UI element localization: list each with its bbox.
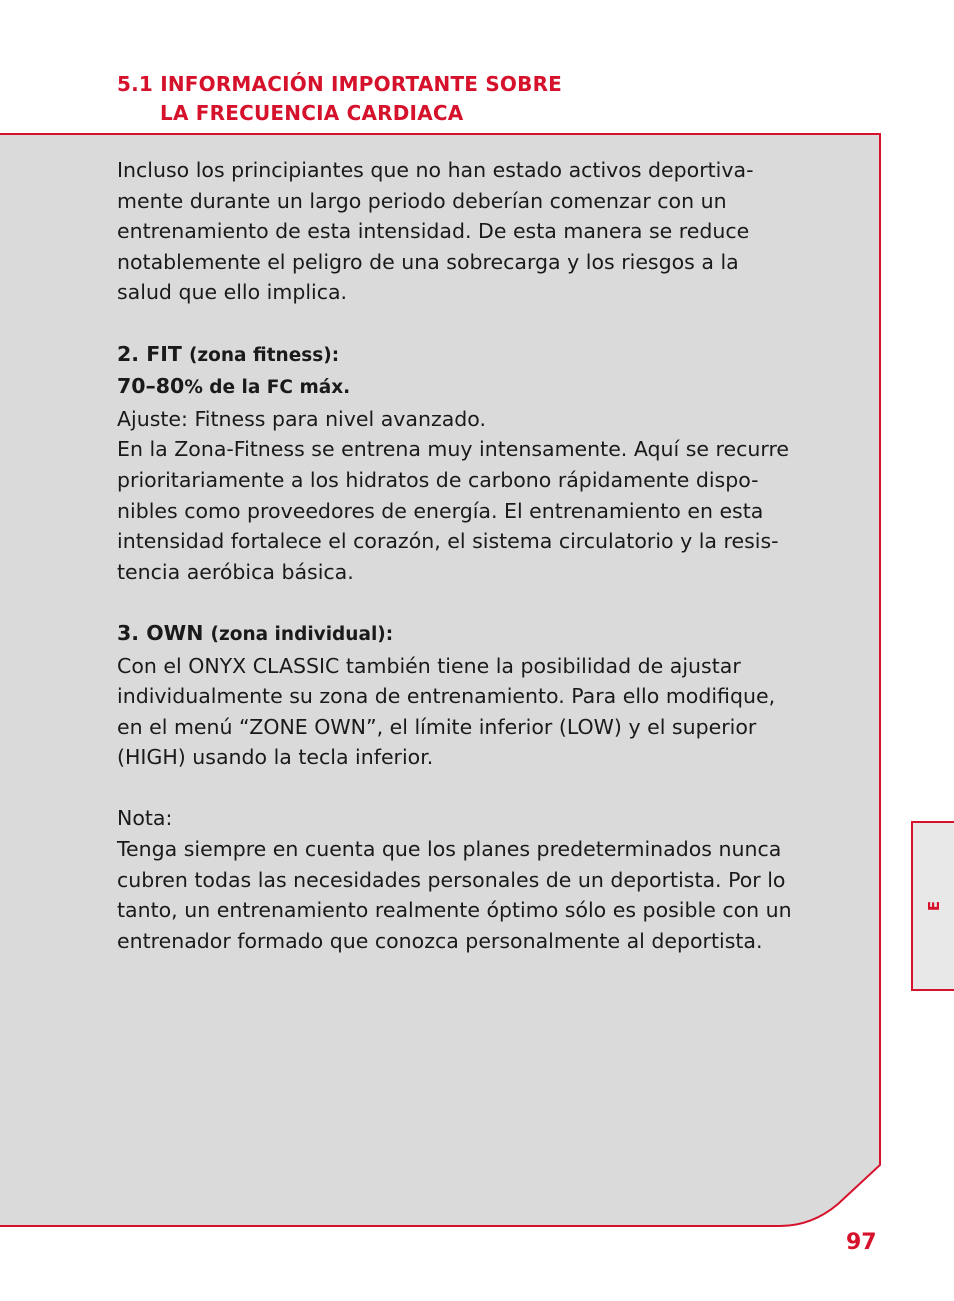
fit-range	[117, 371, 837, 404]
fit-setting: Ajuste: Fitness para nivel avanzado.	[117, 406, 486, 431]
own-title-sub: (zona individual):	[210, 623, 394, 645]
section-heading-line1: 5.1 INFORMACIÓN IMPORTANTE SOBRE	[117, 72, 563, 96]
paragraph-gap	[117, 587, 837, 618]
text-line: notablemente el peligro de una sobrecarga y los riesgos a la	[117, 249, 739, 274]
text-line: En la Zona-Fitness se entrena muy intensamente. Aquí se recurre	[117, 437, 790, 462]
fit-range-main: 70–80	[117, 374, 185, 399]
fit-title-main: 2. FIT	[117, 341, 189, 366]
text-line: Con el ONYX CLASSIC también tiene la posibilidad de ajustar	[117, 653, 741, 678]
text-line: Incluso los principiantes que no han estado activos deportiva-	[117, 158, 754, 182]
paragraph-gap	[117, 773, 837, 804]
text-line: en el menú “ZONE OWN”, el límite inferior (LOW) y el superior	[117, 714, 757, 739]
text-line: intensidad fortalece el corazón, el sistema circulatorio y la resis-	[117, 529, 779, 554]
text-line: entrenamiento de esta intensidad. De esta manera se reduce	[117, 219, 750, 244]
page-number: 97	[846, 1230, 877, 1255]
own-title	[117, 618, 837, 651]
paragraph-gap	[117, 308, 837, 339]
content-body	[117, 155, 837, 956]
note-section	[117, 803, 837, 956]
own-title-main: 3. OWN	[117, 620, 211, 645]
own-section	[117, 618, 837, 773]
text-line: tanto, un entrenamiento realmente óptimo sólo es posible con un	[117, 898, 792, 923]
text-line: mente durante un largo periodo deberían comenzar con un	[117, 188, 727, 213]
text-line: salud que ello implica.	[117, 280, 348, 305]
text-line: tencia aeróbica básica.	[117, 559, 354, 584]
language-tab-letter: E	[925, 900, 943, 912]
fit-title-sub: (zona fitness):	[188, 344, 340, 366]
text-line: (HIGH) usando la tecla inferior.	[117, 745, 434, 770]
fit-section	[117, 339, 837, 588]
note-label: Nota:	[117, 806, 173, 831]
fit-range-sub: % de la FC máx.	[184, 377, 351, 399]
text-line: entrenador formado que conozca personalmente al deportista.	[117, 928, 763, 953]
section-heading-line2: LA FRECUENCIA CARDIACA	[160, 101, 464, 125]
text-line: cubren todas las necesidades personales de un deportista. Por lo	[117, 867, 786, 892]
fit-title	[117, 339, 837, 372]
text-line: nibles como proveedores de energía. El entrenamiento en esta	[117, 498, 764, 523]
text-line: individualmente su zona de entrenamiento. Para ello modifique,	[117, 684, 776, 709]
text-line: Tenga siempre en cuenta que los planes predeterminados nunca	[117, 837, 782, 862]
intro-paragraph	[117, 155, 837, 308]
text-line: prioritariamente a los hidratos de carbono rápidamente dispo-	[117, 467, 759, 492]
language-tab	[911, 821, 954, 991]
